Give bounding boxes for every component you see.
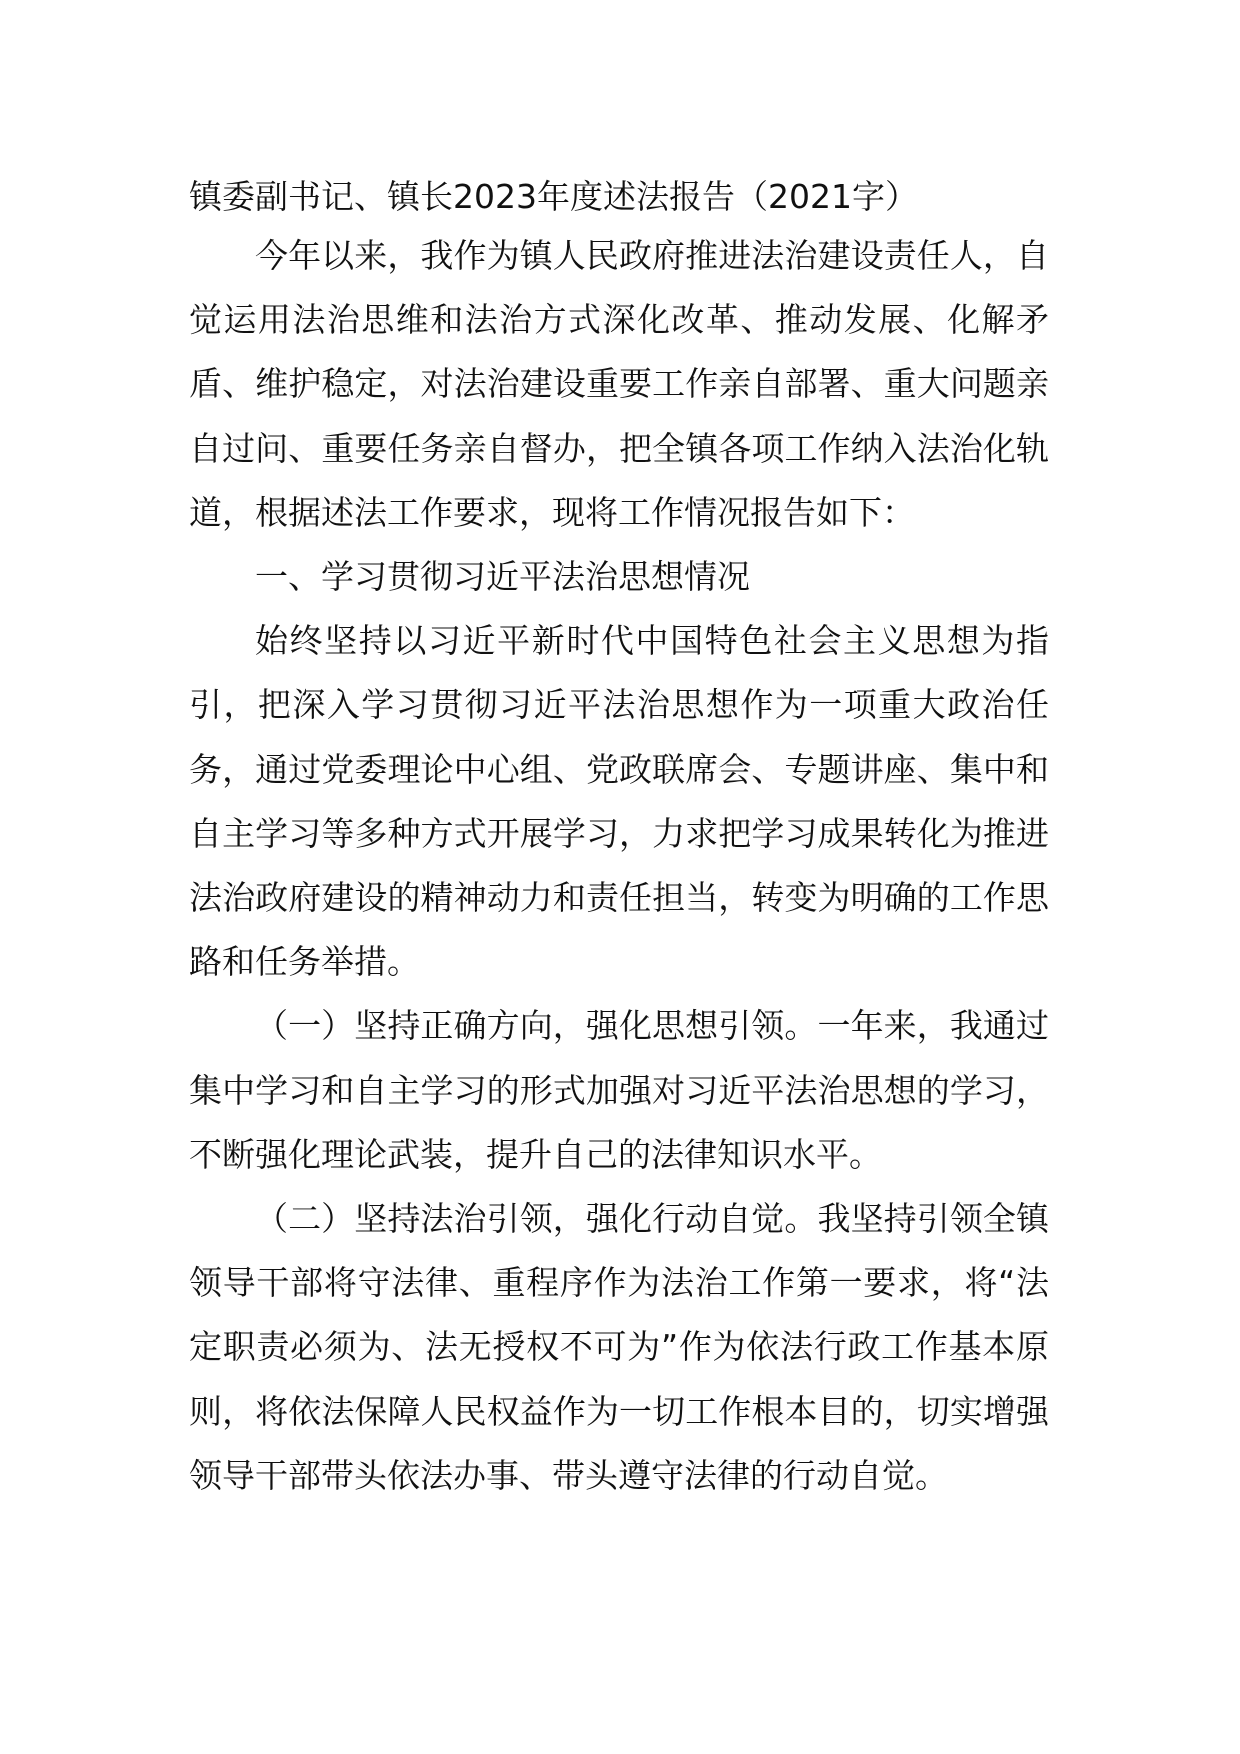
document-title: 镇委副书记、镇长2023年度述法报告（2021字） [189, 177, 918, 216]
intro-paragraph: 今年以来，我作为镇人民政府推进法治建设责任人，自觉运用法治思维和法治方式深化改革、推动发展、化解矛盾、维护稳定，对法治建设重要工作亲自部署、重大问题亲自过问、重要任务亲自督办，把全镇各项工作纳入法治化轨道，根据述法工作要求，现将工作情况报告如下： [189, 236, 1049, 532]
subsection-item-2: （二）坚持法治引领，强化行动自觉。我坚持引领全镇领导干部将守法律、重程序作为法治工作第一要求，将“法定职责必须为、法无授权不可为”作为依法行政工作基本原则，将依法保障人民权益作为一切工作根本目的，切实增强领导干部带头依法办事、带头遵守法律的行动自觉。 [189, 1199, 1049, 1495]
section-heading: 一、学习贯彻习近平法治思想情况 [255, 557, 750, 597]
subsection-item-1: （一）坚持正确方向，强化思想引领。一年来，我通过集中学习和自主学习的形式加强对习近平法治思想的学习，不断强化理论武装，提升自己的法律知识水平。 [189, 1006, 1049, 1174]
document-body [189, 170, 1049, 1508]
section-paragraph: 始终坚持以习近平新时代中国特色社会主义思想为指引，把深入学习贯彻习近平法治思想作为一项重大政治任务，通过党委理论中心组、党政联席会、专题讲座、集中和自主学习等多种方式开展学习，力求把学习成果转化为推进法治政府建设的精神动力和责任担当，转变为明确的工作思路和任务举措。 [189, 621, 1049, 982]
